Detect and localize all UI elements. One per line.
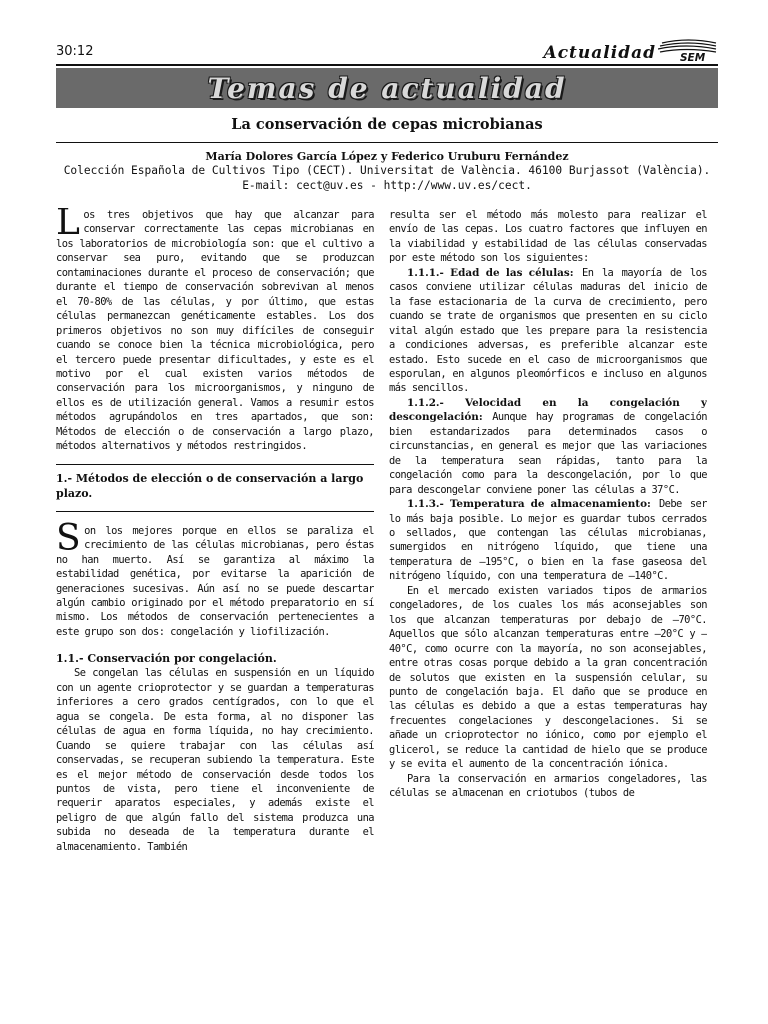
section-1-paragraph [56,517,374,640]
intro-paragraph [56,208,374,454]
continuation-paragraph: resulta ser el método más molesto para realizar el envío de las cepas. Los cuatro factores que influyen en la viabilidad y estabilidad de las células conservadas por este método son los siguientes: [389,209,707,265]
freezers-paragraph: En el mercado existen variados tipos de armarios congeladores, de los cuales los más aconsejables son los que alcanzan temperaturas por debajo de –70°C. Aquellos que sólo alcanzan temperaturas entre –20°C y –40°C, como ocurre con la mayoría, no son aconsejables, entre otras cosas porque debido a la gran concentración de solutos que existen en la suspensión celular, su punto de congelación baja. El daño que se produce en las células es debido a que a estas temperaturas hay frecuentes congelaciones y descongelaciones. Si se añade un crioprotector no iónico, como por ejemplo el glicerol, se reduce la cantidad de hielo que se produce y se evita el aumento de la concentración iónica. [389,584,707,771]
item-1-1-1 [389,266,707,396]
section-1-1-heading: 1.1.- Conservación por congelación. [56,652,277,666]
logo-text: SEM [680,52,706,62]
author-affiliation: Colección Española de Cultivos Tipo (CECT). Universitat de València. 46100 Burjassot (València). [63,164,711,177]
section-rule [56,464,374,465]
author-contact: E-mail: cect@uv.es - http://www.uv.es/cect. [242,179,532,192]
section-1-text: on los mejores porque en ellos se paraliza el crecimiento de las células microbianas, pero éstas no han muerto. Así se garantiza al máximo la estabilidad genética, por evitarse la aparición de generaciones sucesivas. Aún así no se puede descartar algún cambio originado por el método preparatorio en sí mismo. Los métodos de conservación pertenecientes a este grupo son dos: congelación y liofilización. [56,524,374,638]
item-1-1-2-heading: 1.1.2.- Velocidad en la congelación y descongelación: [389,396,707,424]
publication-name: Actualidad [543,43,656,63]
title-rule [56,142,718,143]
sem-logo [658,38,718,62]
item-1-1-1-text: En la mayoría de los casos conviene utilizar células maduras del inicio de la fase estacionaria de la curva de crecimiento, pero cuando se trate de organismos que presenten en su ciclo vital algún estado que les prepare para la resistencia a condiciones adversas, es preferible alcanzar este estado. Esto sucede en el caso de microorganismos que esporulan, en algunos pleomórficos e incluso en algunos más sencillos. [389,266,707,395]
drop-cap: S [56,517,81,559]
section-1-1-paragraph: Se congelan las células en suspensión en un líquido con un agente crioprotector y se guardan a temperaturas inferiores a cero grados centígrados, con lo que el agua se congela. De esta forma, al no disponer las células de agua en forma líquida, no hay crecimiento. Cuando se quiere trabajar con las células así conservadas, se recuperan subiendo la temperatura. Este es el mejor método de conservación desde todos los puntos de vista, pero tiene el inconveniente de requerir aparatos especiales, y además existe el peligro de que algún fallo del sistema produzca una subida no deseada de la temperatura durante el almacenamiento. También [56,667,374,853]
item-1-1-3 [389,497,707,584]
item-1-1-2 [389,396,707,497]
item-1-1-3-heading: 1.1.3.- Temperatura de almacenamiento: [407,498,651,511]
cryotubes-paragraph: Para la conservación en armarios congeladores, las células se almacenan en criotubos (tubos de [389,772,707,800]
page-number: 30:12 [56,44,94,59]
section-banner [56,68,718,108]
intro-text: os tres objetivos que hay que alcanzar para conservar correctamente las cepas microbianas en los laboratorios de microbiología son: que el cultivo a conservar sea puro, evitando que se produzcan contaminaciones durante el proceso de conservación; que durante el tiempo de conservación sobrevivan al menos el 70-80% de las células, y por último, que estas células permanezcan genéticamente estables. Los dos primeros objetivos no son muy difíciles de conseguir cuando se conoce bien la técnica microbiológica, pero el tercero puede presentar dificultades, y este es el motivo por el cual existen varios métodos de conservación para los microorganismos, y ninguno de ellos es de utilización general. Vamos a resumir estos métodos agrupándolos en tres apartados, que son: Métodos de elección o de conservación a largo plazo, métodos alternativos y métodos restringidos. [56,209,374,453]
drop-cap: L [56,208,80,243]
article-title: La conservación de cepas microbianas [231,116,543,133]
item-1-1-2-text: Aunque hay programas de congelación bien estandarizados para determinados casos o circunstancias, en general es mejor que las variaciones de la temperatura sean rápidas, tanto para la congelación como para la descongelación, por lo que para descongelar conviene poner las células a 37°C. [389,411,707,496]
header-rule [56,64,718,66]
left-column [56,208,374,898]
section-1-heading: 1.- Métodos de elección o de conservación a largo plazo. [56,471,364,500]
publication-brand [544,36,718,62]
banner-title: Temas de actualidad [207,71,567,105]
item-1-1-3-text: Debe ser lo más baja posible. Lo mejor es guardar tubos cerrados o sellados, que contengan las células microbianas, sumergidos en nitrógeno líquido, que tiene una temperatura de –195°C, o bien en la fase gaseosa del nitrógeno líquido, con una temperatura de –140°C. [389,498,707,583]
item-1-1-1-heading: 1.1.1.- Edad de las células: [407,266,574,279]
article-authors: María Dolores García López y Federico Uruburu Fernández [205,150,569,163]
right-column [389,208,707,898]
